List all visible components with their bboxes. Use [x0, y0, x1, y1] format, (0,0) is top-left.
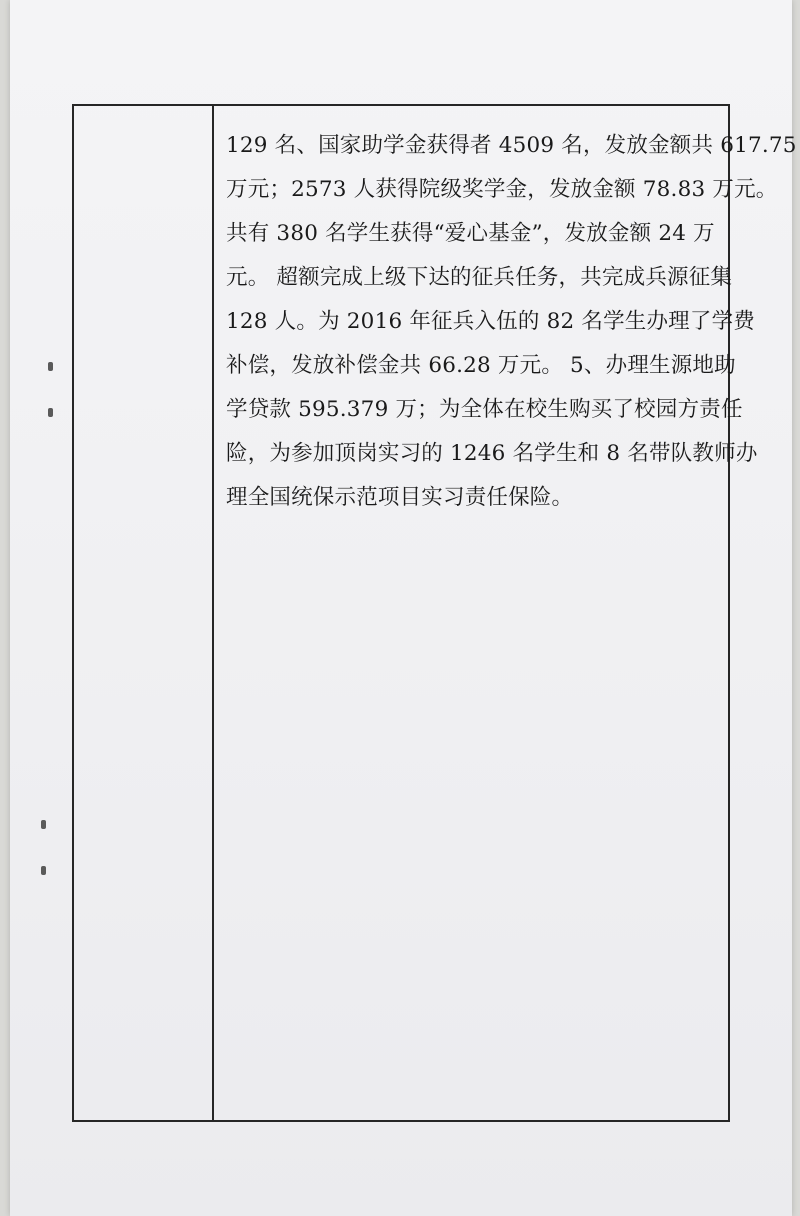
binding-hole: [41, 820, 46, 829]
binding-hole: [48, 408, 53, 417]
text-line: 理全国统保示范项目实习责任保险。: [226, 485, 574, 510]
text-line: 共有 380 名学生获得“爱心基金”，发放金额 24 万: [226, 221, 715, 246]
table-column-divider: [212, 104, 214, 1122]
binding-hole: [48, 362, 53, 371]
binding-hole: [41, 866, 46, 875]
text-line: 险，为参加顶岗实习的 1246 名学生和 8 名带队教师办: [226, 441, 758, 466]
text-line: 补偿，发放补偿金共 66.28 万元。 5、办理生源地助: [226, 353, 736, 378]
document-body-text: [226, 124, 797, 520]
text-line: 万元；2573 人获得院级奖学金，发放金额 78.83 万元。: [226, 177, 778, 202]
text-line: 129 名、国家助学金获得者 4509 名，发放金额共 617.75: [226, 133, 797, 158]
text-line: 128 人。为 2016 年征兵入伍的 82 名学生办理了学费: [226, 309, 755, 334]
text-line: 学贷款 595.379 万；为全体在校生购买了校园方责任: [226, 397, 743, 422]
text-line: 元。 超额完成上级下达的征兵任务，共完成兵源征集: [226, 265, 733, 290]
table-label-cell: [74, 106, 212, 1120]
